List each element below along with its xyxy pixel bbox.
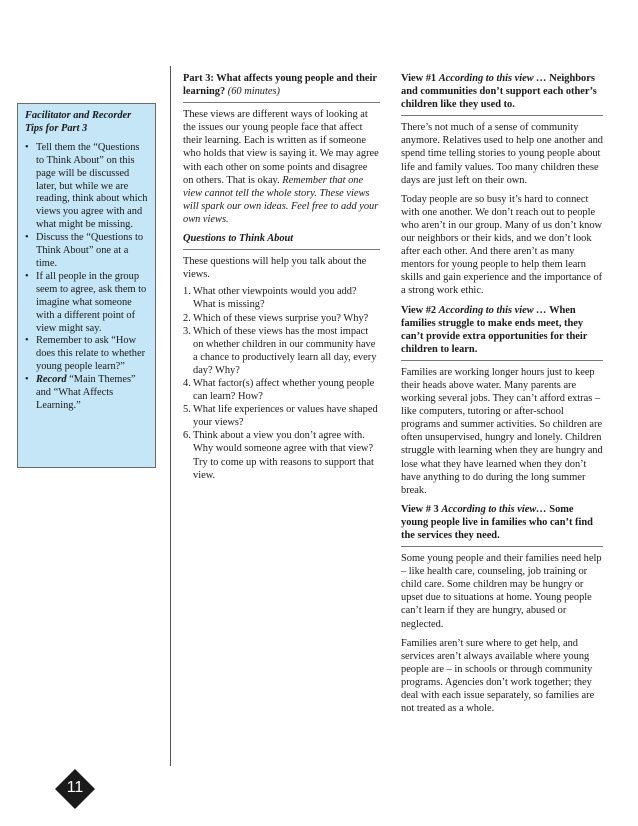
question-item <box>183 377 380 403</box>
question-number: 6. <box>183 430 191 442</box>
tips-item <box>25 335 149 374</box>
questions-rule <box>183 249 380 250</box>
page-number: 11 <box>66 779 84 796</box>
questions-heading: Questions to Think About <box>183 233 294 245</box>
view2-heading <box>401 304 603 356</box>
tips-item-prefix: Record <box>36 374 67 386</box>
view1-label: View #1 <box>401 73 437 84</box>
question-item <box>183 403 380 429</box>
view3-label: View # 3 <box>401 503 439 515</box>
column-divider <box>170 66 171 766</box>
tips-item-text: Discuss the “Questions to Think About” one at a time. <box>36 232 144 269</box>
tips-item <box>25 374 149 413</box>
questions-list <box>183 285 380 481</box>
question-text: What life experiences or values have shaped your views? <box>193 404 378 429</box>
part3-heading-text: Part 3: What affects young people and their learning? <box>183 73 377 98</box>
view2-according: According to this view … <box>438 304 547 316</box>
tips-item <box>25 142 149 232</box>
part3-intro-text: These views are different ways of looking at the issues our young people face that affect their learning. Each is written as if someone who holds that view is saying it. We may agree with each other on some points and disagree on others. That is okay. <box>183 109 379 186</box>
view3-paragraph: Some young people and their families need help – like health care, counseling, job training or child care. Some children may be hungry or upset due to situations at home. Young people can’t learn if they are hungry, abused or neglected. <box>401 553 602 630</box>
questions-intro: These questions will help you talk about the views. <box>183 256 367 281</box>
view1-title: Neighbors and communities don’t support each other’s children like they used to. <box>401 73 597 111</box>
tips-item-text: “Main Themes” and “What Affects Learning.” <box>36 374 136 411</box>
view3-according: According to this view… <box>441 503 547 515</box>
view1-heading <box>401 72 603 111</box>
middle-column <box>183 72 380 482</box>
page-number-badge <box>55 769 95 809</box>
part3-intro-italic: Remember that one view cannot tell the whole story. These views will spark our own ideas. Feel free to add your own views. <box>183 174 379 225</box>
view1-according: According to this view … <box>438 73 547 84</box>
facilitator-tips-box <box>17 103 156 468</box>
tips-item-text: Tell them the “Questions to Think About” on this page will be discussed later, but while we are reading, think about which views you agree with and what might be missing. <box>36 141 148 231</box>
view3-rule <box>401 546 603 547</box>
question-text: What other viewpoints would you add? What is missing? <box>193 286 357 311</box>
view3-heading <box>401 503 603 542</box>
view2-label: View #2 <box>401 304 437 316</box>
heading-rule <box>183 102 380 103</box>
question-text: Which of these views has the most impact on whether children in our community have a chance to productively learn all day, every day? Why? <box>193 325 377 376</box>
tips-title: Facilitator and Recorder Tips for Part 3 <box>25 110 132 134</box>
question-text: What factor(s) affect whether young people can learn? How? <box>193 377 375 403</box>
view3-paragraph: Families aren’t sure where to get help, and services aren’t always available where young people are – in schools or through community programs. Agencies don’t work together; they deal with each issue separately, so families are not treated as a whole. <box>401 637 595 715</box>
question-number: 1. <box>183 286 191 298</box>
tips-item <box>25 271 149 336</box>
question-number: 4. <box>183 377 191 389</box>
view3-title: Some young people live in families who can’t find the services they need. <box>401 503 593 541</box>
view1-rule <box>401 115 603 116</box>
part3-heading <box>183 72 380 98</box>
question-item <box>183 312 380 325</box>
view1-paragraph: Today people are so busy it’s hard to connect with one another. We don’t reach out to people who aren’t in our group. Many of us don’t know our neighbors or their kids, and we don’t look after each other. And there aren’t as many mentors for young people to help them learn skills and gain experience and the importance of a strong work ethic. <box>401 193 603 297</box>
tips-item-text: If all people in the group seem to agree, ask them to imagine what someone with a different point of view might say. <box>36 270 147 334</box>
view2-title: When families struggle to make ends meet, they can’t provide extra opportunities for their children to learn. <box>401 304 588 355</box>
part3-duration: (60 minutes) <box>227 86 280 98</box>
question-item <box>183 285 380 311</box>
view2-paragraph: Families are working longer hours just to keep their heads above water. Many parents are working several jobs. They can’t afford extras – like computers, tutoring or after-school programs and summer activities. So children are often unsupervised, hungry and lonely. Children struggle with learning when they are hungry and lose what they have learned when they don’t have anything to do during the long summer break. <box>401 366 603 496</box>
view1-paragraph: There’s not much of a sense of community anymore. Relatives used to help one another and spend time telling stories to young people about life and family values. Too many children these days are just left on their own. <box>401 122 603 186</box>
tips-item <box>25 232 149 271</box>
question-item <box>183 325 380 377</box>
question-item <box>183 429 380 481</box>
tips-list <box>25 142 149 413</box>
question-text: Which of these views surprise you? Why? <box>193 312 369 324</box>
question-number: 3. <box>183 325 191 337</box>
part3-intro <box>183 108 380 226</box>
question-text: Think about a view you don’t agree with. Why would someone agree with that view? Try to come up with reasons to support that view. <box>193 430 374 481</box>
tips-item-text: Remember to ask “How does this relate to whether young people learn?” <box>36 335 146 373</box>
right-column <box>401 72 603 721</box>
question-number: 5. <box>183 404 191 416</box>
question-number: 2. <box>183 312 191 324</box>
view2-rule <box>401 360 603 361</box>
